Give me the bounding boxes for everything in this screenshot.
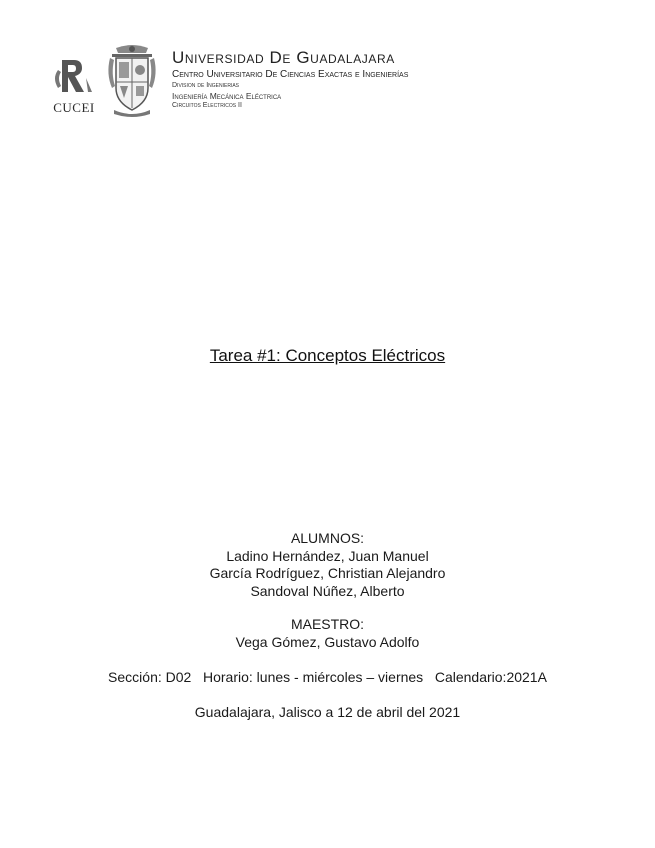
udg-coat-of-arms <box>106 44 158 118</box>
students-section <box>0 530 655 600</box>
place-date: Guadalajara, Jalisco a 12 de abril del 2021 <box>194 704 461 720</box>
teacher-label: MAESTRO: <box>290 616 365 632</box>
course-info-line: Sección: D02 Horario: lunes - miércoles – viernes Calendario:2021A <box>108 669 547 685</box>
coat-of-arms-icon <box>106 44 158 118</box>
teacher-name: Vega Gómez, Gustavo Adolfo <box>235 633 420 650</box>
student-name: García Rodríguez, Christian Alejandro <box>209 565 446 581</box>
university-name: Universidad De Guadalajara <box>172 48 395 67</box>
course-name: Circuitos Electricos II <box>172 102 242 109</box>
teacher-section <box>0 616 655 651</box>
cucei-emblem-icon <box>48 58 100 100</box>
university-center: Centro Universitario De Ciencias Exactas e Ingenierías <box>172 69 409 80</box>
cucei-logo-text: CUCEI <box>53 100 95 115</box>
student-name: Ladino Hernández, Juan Manuel <box>226 547 429 564</box>
student-name: Sandoval Núñez, Alberto <box>250 582 405 599</box>
document-title: Tarea #1: Conceptos Eléctricos <box>209 346 446 365</box>
division-name: Division de Ingenierias <box>172 82 240 89</box>
students-label: ALUMNOS: <box>290 530 365 546</box>
career-name: Ingeniería Mecánica Eléctrica <box>172 91 282 101</box>
document-header <box>0 0 655 130</box>
institution-block <box>172 48 408 111</box>
cucei-logo <box>48 58 100 118</box>
